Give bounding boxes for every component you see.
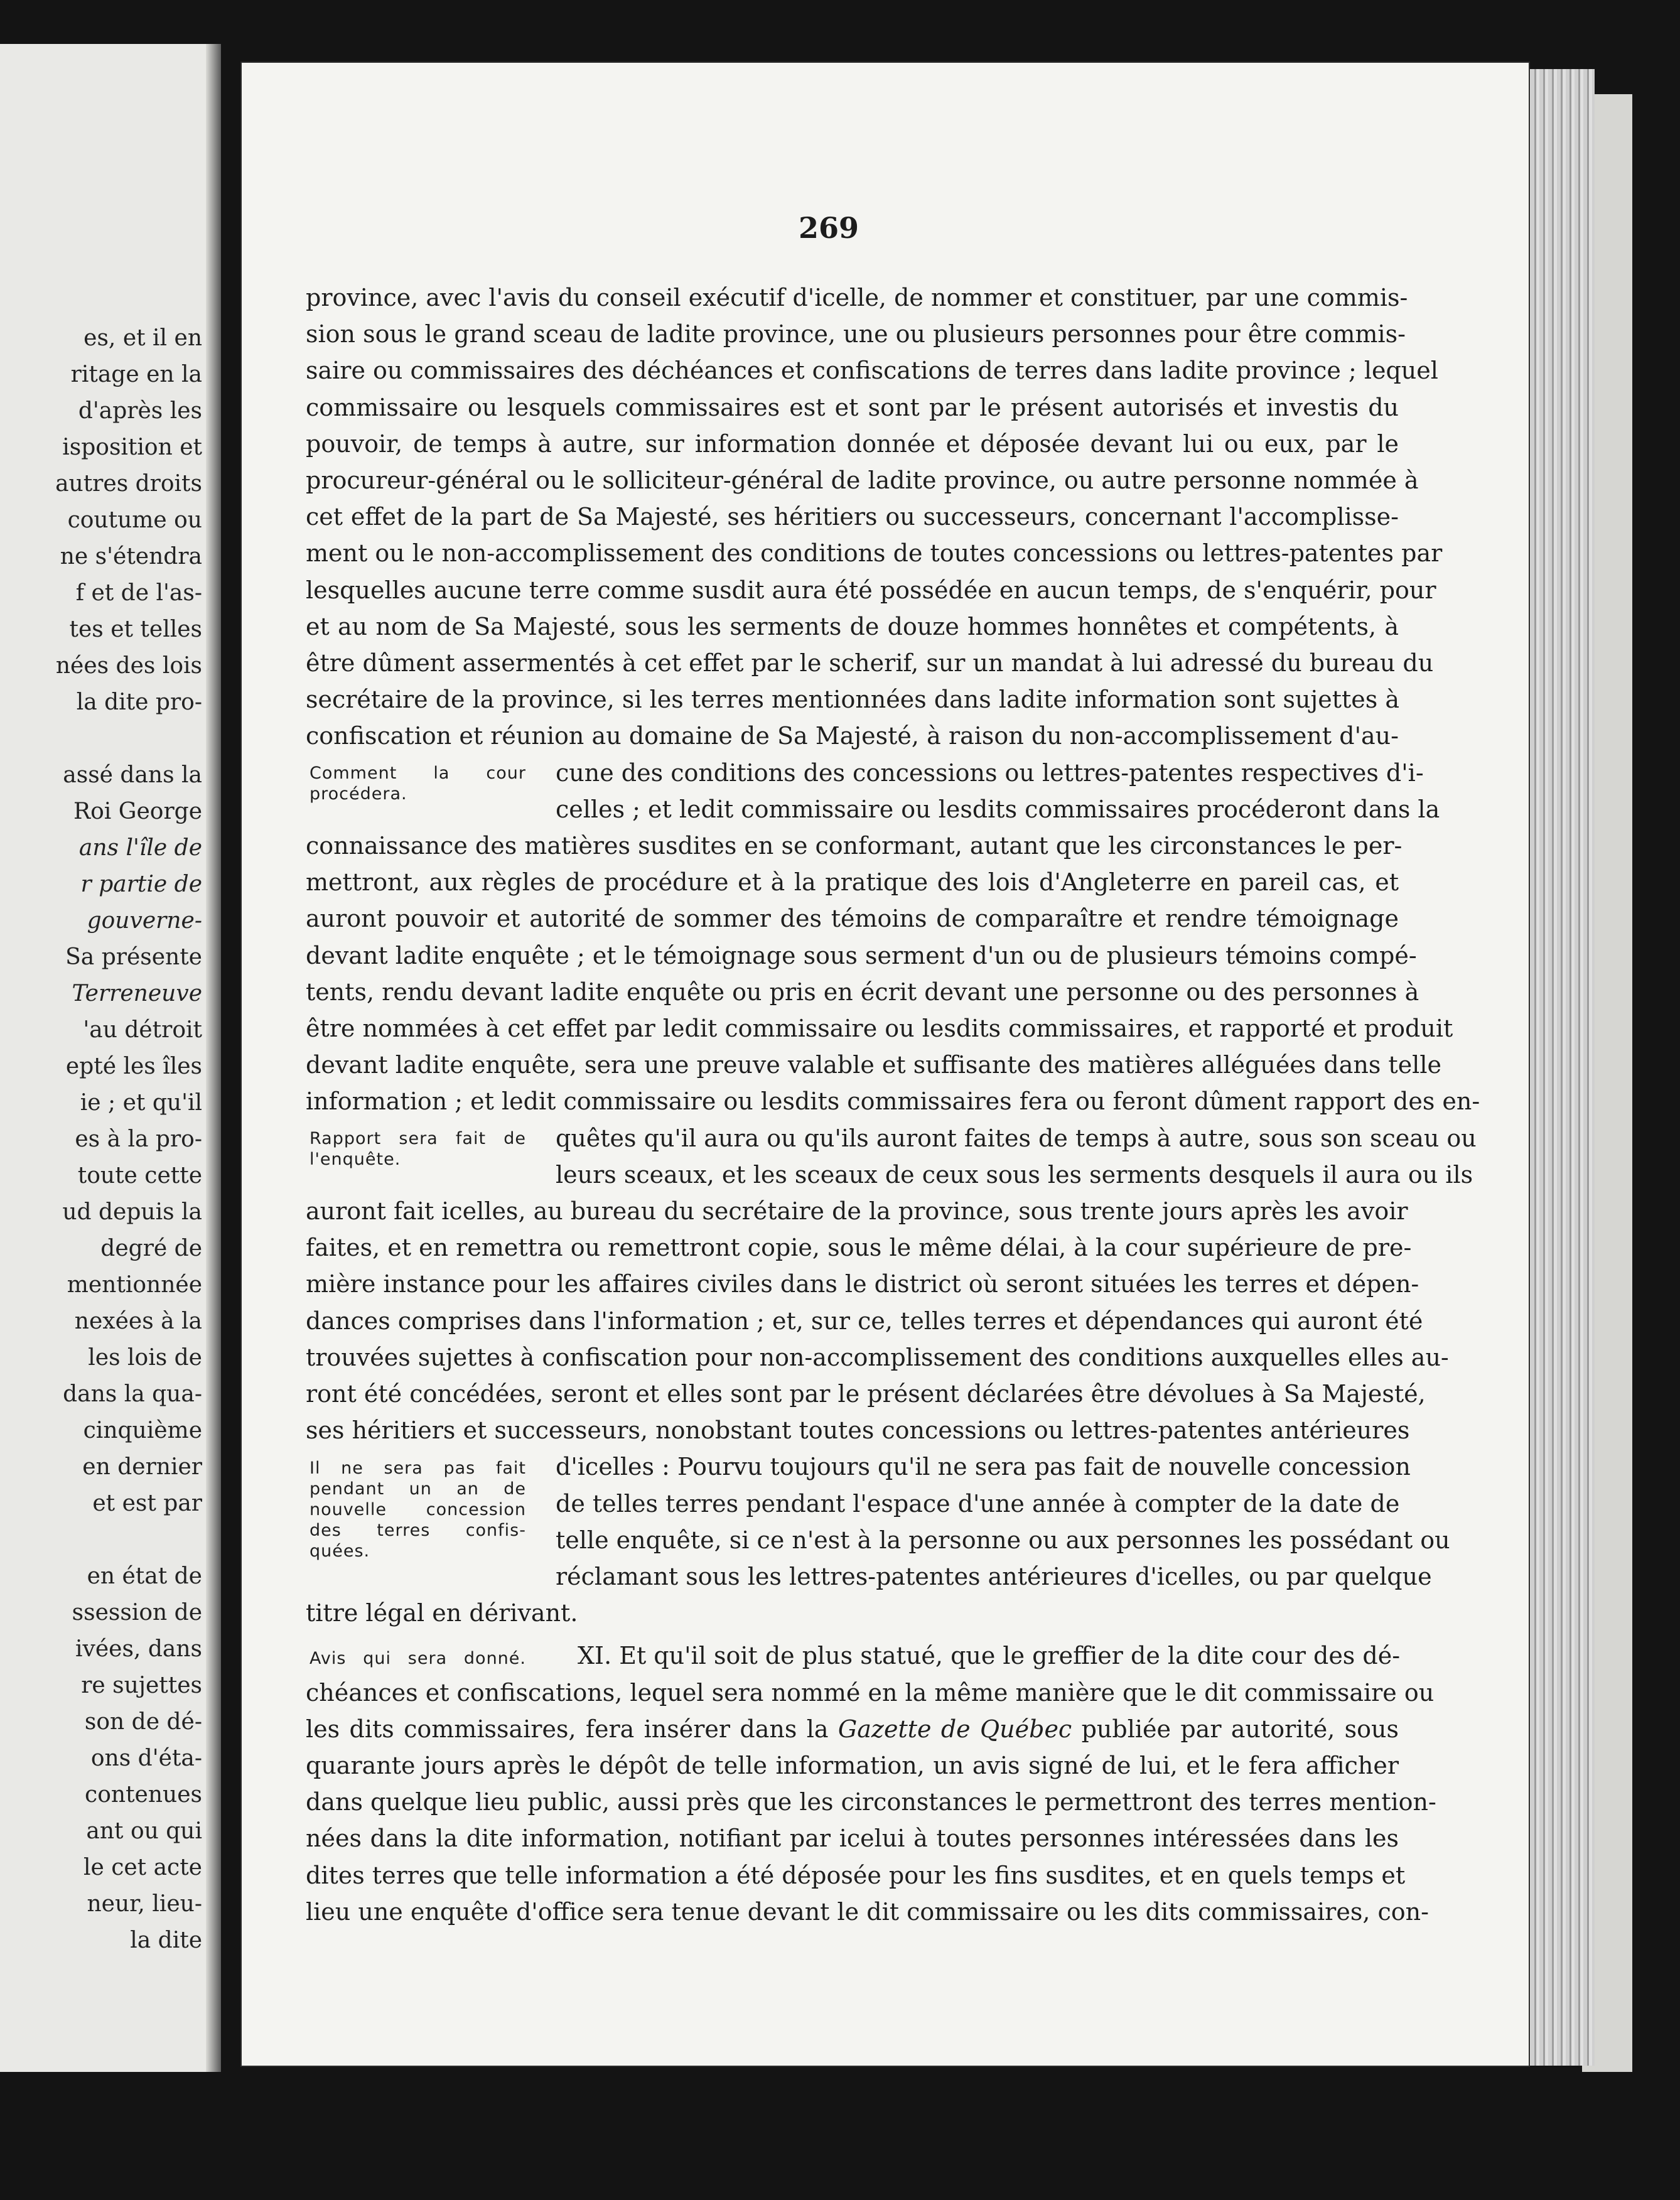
text-line: être dûment assermentés à cet effet par le scherif, sur un mandat à lui adressé du bureau du <box>306 649 1434 677</box>
margin-note-line: Avis qui sera donné. <box>310 1649 526 1669</box>
text-line: cune des conditions des concessions ou lettres-patentes respectives d'i- <box>556 758 1424 787</box>
margin-note-line: pendant un an de <box>310 1479 526 1499</box>
left-page-line: isposition et <box>62 434 202 460</box>
text-line: devant ladite enquête ; et le témoignage sous serment d'un ou de plusieurs témoins compé- <box>306 941 1417 969</box>
left-page-line: son de dé- <box>84 1709 202 1735</box>
margin-note-line: Comment la cour <box>310 763 526 783</box>
margin-note-line: l'enquête. <box>310 1149 401 1169</box>
text-line: commissaire ou lesquels commissaires est et sont par le présent autorisés et investis du <box>306 393 1399 421</box>
text-line: pouvoir, de temps à autre, sur information donnée et déposée devant lui ou eux, par le <box>306 429 1399 458</box>
text-line: ment ou le non-accomplissement des conditions de toutes concessions ou lettres-patentes par <box>306 539 1443 568</box>
left-page-line: nexées à la <box>74 1308 202 1334</box>
left-page-line: ie ; et qu'il <box>80 1090 202 1116</box>
left-page-line: mentionnée <box>67 1272 202 1298</box>
left-page-line: assé dans la <box>63 762 202 788</box>
page-number: 269 <box>799 211 859 245</box>
text-line: devant ladite enquête, sera une preuve valable et suffisante des matières alléguées dans telle <box>306 1051 1441 1079</box>
left-page-line: nées des lois <box>55 653 202 679</box>
margin-note <box>310 1648 526 1669</box>
text-segment: les dits commissaires, fera insérer dans la <box>306 1715 838 1743</box>
left-page-line: contenues <box>85 1782 202 1808</box>
left-page-line: cinquième <box>83 1418 202 1443</box>
margin-note <box>310 763 526 804</box>
text-line: tents, rendu devant ladite enquête ou pris en écrit devant une personne ou des personnes à <box>306 978 1419 1006</box>
left-page-line: ssession de <box>72 1600 202 1626</box>
left-page-line: ant ou qui <box>86 1818 202 1844</box>
margin-note-line: procédera. <box>310 784 407 804</box>
left-page-line: la dite <box>130 1928 202 1953</box>
text-line: auront pouvoir et autorité de sommer des témoins de comparaître et rendre témoignage <box>306 905 1399 933</box>
left-page-line: le cet acte <box>83 1855 202 1880</box>
text-line: auront fait icelles, au bureau du secrétaire de la province, sous trente jours après les avoir <box>306 1197 1408 1225</box>
text-line: lesquelles aucune terre comme susdit aura été possédée en aucun temps, de s'enquérir, pour <box>306 576 1436 604</box>
text-line: information ; et ledit commissaire ou lesdits commissaires fera ou feront dûment rapport des en- <box>306 1087 1480 1116</box>
left-page-line: Sa présente <box>65 944 202 970</box>
text-line: et au nom de Sa Majesté, sous les serments de douze hommes honnêtes et compétents, à <box>306 612 1399 640</box>
left-page-line: ons d'éta- <box>90 1745 202 1771</box>
text-line: leurs sceaux, et les sceaux de ceux sous les serments desquels il aura ou ils <box>556 1160 1473 1189</box>
left-page-line <box>0 1522 202 1558</box>
left-page-line: tes et telles <box>69 617 202 642</box>
text-line: titre légal en dérivant. <box>306 1599 578 1627</box>
left-page-line: ne s'étendra <box>60 544 202 569</box>
left-page-line: ans l'île de <box>78 835 202 861</box>
left-page-line: Roi George <box>73 799 202 824</box>
left-page-line: epté les îles <box>65 1054 202 1079</box>
text-line: être nommées à cet effet par ledit commissaire ou lesdits commissaires, et rapporté et produit <box>306 1015 1453 1042</box>
left-page-line: coutume ou <box>67 507 202 533</box>
left-page-line: re sujettes <box>81 1673 202 1698</box>
margin-note-line: quées. <box>310 1541 370 1561</box>
left-page-text <box>0 320 202 1959</box>
left-page-line: degré de <box>100 1236 202 1261</box>
left-page-line: r partie de <box>80 871 202 897</box>
text-line: mettront, aux règles de procédure et à la pratique des lois d'Angleterre en pareil cas, et <box>306 868 1399 897</box>
text-line: ront été concédées, seront et elles sont par le présent déclarées être dévolues à Sa Majesté, <box>306 1380 1426 1408</box>
text-line: XI. Et qu'il soit de plus statué, que le greffier de la dite cour des dé- <box>578 1642 1401 1670</box>
left-page-line: d'après les <box>78 398 202 424</box>
margin-note-line: des terres confis- <box>310 1521 526 1541</box>
text-line: cet effet de la part de Sa Majesté, ses héritiers ou successeurs, concernant l'accomplisse- <box>306 503 1399 531</box>
text-line: procureur-général ou le solliciteur-général de ladite province, ou autre personne nommée à <box>306 466 1419 494</box>
text-line: dances comprises dans l'information ; et, sur ce, telles terres et dépendances qui auront été <box>306 1307 1423 1335</box>
left-page-line: les lois de <box>88 1345 202 1371</box>
left-page-line: dans la qua- <box>63 1381 202 1407</box>
margin-note-line: Il ne sera pas fait <box>310 1459 526 1479</box>
left-page-line: et est par <box>92 1491 202 1516</box>
margin-note-line: nouvelle concession <box>310 1500 526 1520</box>
text-line: sion sous le grand sceau de ladite province, une ou plusieurs personnes pour être commis- <box>306 320 1406 348</box>
text-line: chéances et confiscations, lequel sera nommé en la même manière que le dit commissaire ou <box>306 1678 1435 1707</box>
text-line: saire ou commissaires des déchéances et confiscations de terres dans ladite province ; lequel <box>306 357 1438 385</box>
text-line: dans quelque lieu public, aussi près que les circonstances le permettront des terres mention- <box>306 1788 1436 1816</box>
left-page-line: es, et il en <box>83 325 202 351</box>
text-line: quêtes qu'il aura ou qu'ils auront faites de temps à autre, sous son sceau ou <box>556 1124 1477 1152</box>
text-line: lieu une enquête d'office sera tenue devant le dit commissaire ou les dits commissaires, con- <box>306 1897 1429 1926</box>
margin-note <box>310 1128 526 1170</box>
text-line: trouvées sujettes à confiscation pour non-accomplissement des conditions auxquelles elles au- <box>306 1343 1449 1371</box>
left-facing-page <box>0 44 221 2072</box>
text-line: de telles terres pendant l'espace d'une année à compter de la date de <box>556 1489 1400 1518</box>
newspaper-title: Gazette de Québec <box>837 1715 1072 1743</box>
left-page-line: Terreneuve <box>72 981 202 1006</box>
text-line: ses héritiers et successeurs, nonobstant toutes concessions ou lettres-patentes antérieures <box>306 1416 1410 1445</box>
text-line <box>306 1714 1399 1744</box>
left-page-line: ivées, dans <box>75 1636 202 1662</box>
left-page-line: f et de l'as- <box>75 580 202 606</box>
margin-note <box>310 1458 526 1561</box>
text-line: dites terres que telle information a été déposée pour les fins susdites, et en quels temps et <box>306 1861 1406 1889</box>
text-line: nées dans la dite information, notifiant par icelui à toutes personnes intéressées dans les <box>306 1825 1399 1853</box>
left-page-line: la dite pro- <box>76 689 202 715</box>
left-page-line: autres droits <box>55 471 202 497</box>
gutter-shadow <box>206 44 221 2072</box>
text-line: secrétaire de la province, si les terres mentionnées dans ladite information sont sujettes à <box>306 686 1399 714</box>
left-page-line: gouverne- <box>87 908 202 934</box>
text-line: quarante jours après le dépôt de telle information, un avis signé de lui, et le fera afficher <box>306 1752 1399 1779</box>
left-page-line: ritage en la <box>70 362 202 387</box>
text-line: faites, et en remettra ou remettront copie, sous le même délai, à la cour supérieure de pre- <box>306 1234 1412 1262</box>
left-page-line: es à la pro- <box>75 1126 202 1152</box>
text-line: mière instance pour les affaires civiles dans le district où seront situées les terres et dépen- <box>306 1270 1419 1298</box>
left-page-line: en dernier <box>82 1454 202 1480</box>
text-line: d'icelles : Pourvu toujours qu'il ne sera pas fait de nouvelle concession <box>556 1453 1411 1481</box>
left-page-line: neur, lieu- <box>87 1891 202 1917</box>
left-page-line: en état de <box>87 1563 202 1589</box>
left-page-line: ud depuis la <box>62 1199 202 1225</box>
margin-note-line: Rapport sera fait de <box>310 1128 526 1148</box>
text-line: confiscation et réunion au domaine de Sa Majesté, à raison du non-accomplissement d'au- <box>306 722 1399 750</box>
left-page-line <box>0 721 202 757</box>
text-line: connaissance des matières susdites en se conformant, autant que les circonstances le per- <box>306 832 1403 860</box>
text-line: province, avec l'avis du conseil exécutif d'icelle, de nommer et constituer, par une commis- <box>306 284 1408 311</box>
text-line: celles ; et ledit commissaire ou lesdits commissaires procéderont dans la <box>556 795 1440 823</box>
left-page-line: 'au détroit <box>83 1017 202 1043</box>
left-page-line: toute cette <box>77 1163 202 1189</box>
text-line: réclamant sous les lettres-patentes antérieures d'icelles, ou par quelque <box>556 1563 1432 1590</box>
text-line: telle enquête, si ce n'est à la personne ou aux personnes les possédant ou <box>556 1526 1450 1554</box>
text-segment: publiée par autorité, sous <box>1072 1715 1399 1743</box>
